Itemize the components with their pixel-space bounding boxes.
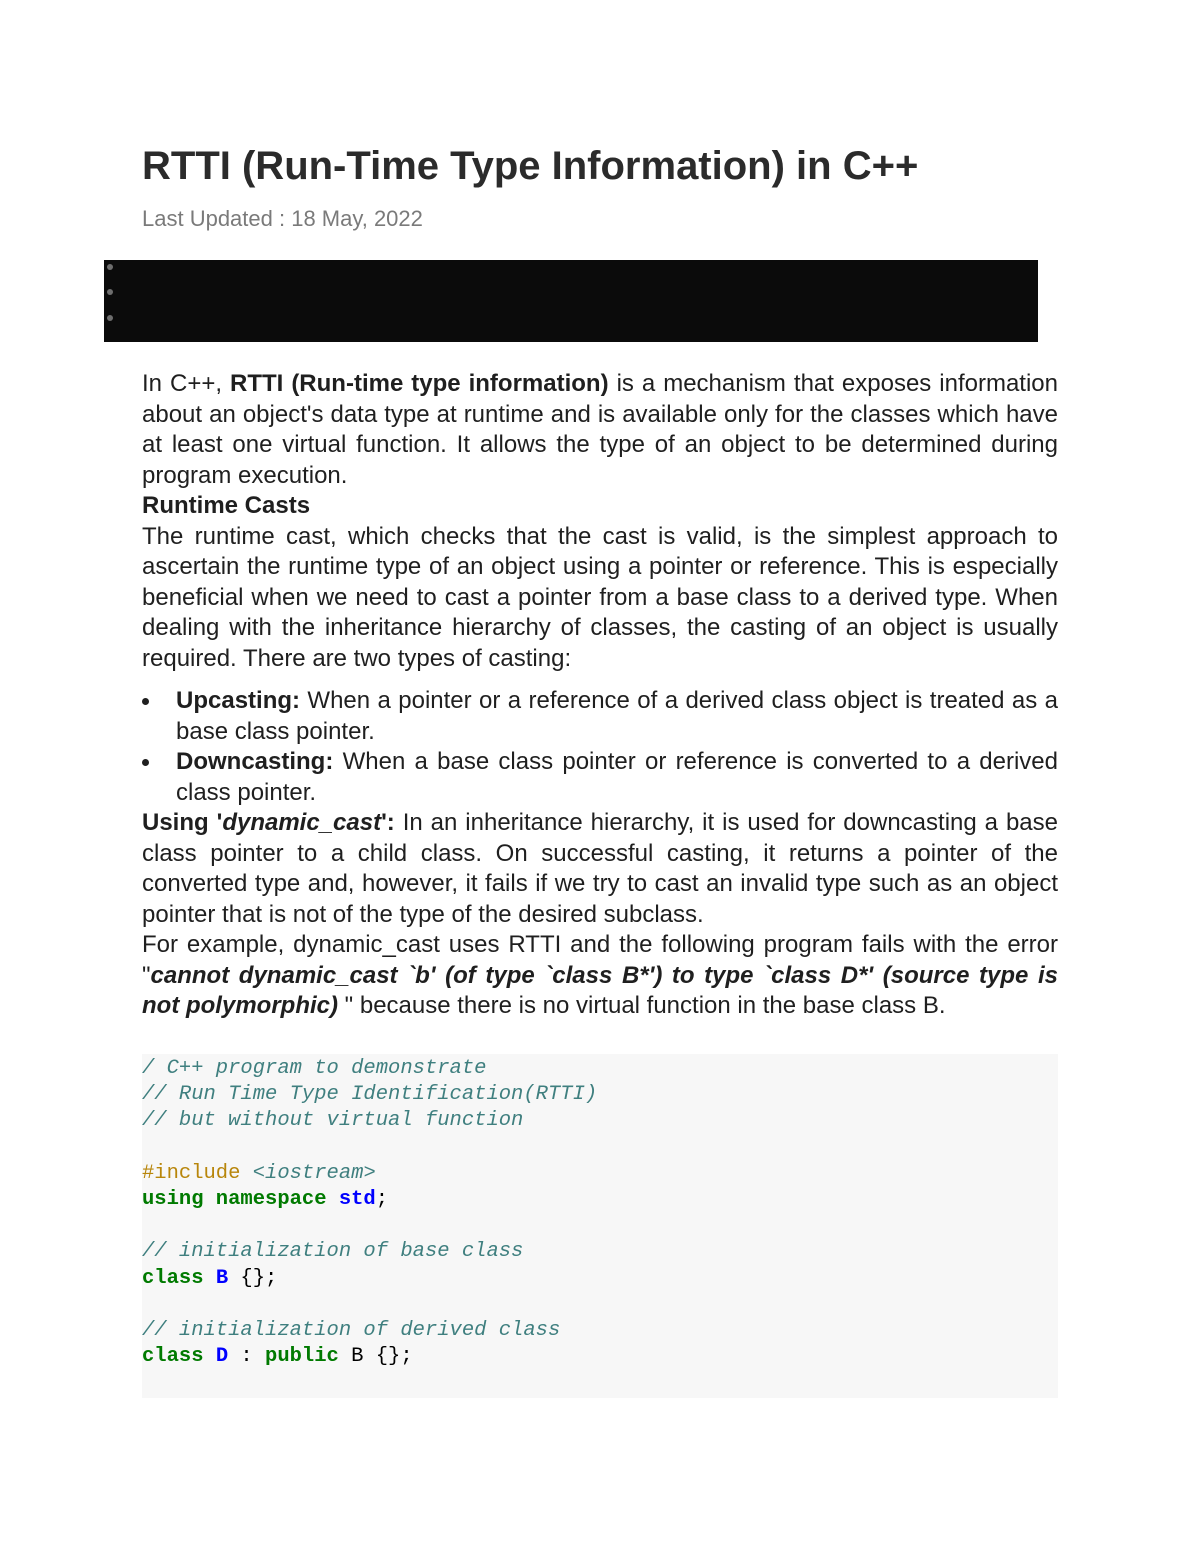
casting-types-list	[142, 686, 1058, 808]
error-message: cannot dynamic_cast `b' (of type `class B*') to type `class D*' (source type is not polymorphic)	[142, 961, 1058, 1019]
code-block	[142, 1054, 1058, 1398]
code-line: class D : public B {};	[142, 1345, 413, 1369]
page-title: RTTI (Run-Time Type Information) in C++	[142, 144, 919, 188]
dynamic-cast-paragraph: Using 'dynamic_cast': In an inheritance hierarchy, it is used for downcasting a base class pointer to a child class. On successful casting, it returns a pointer of the converted type and, however, it fails if we try to cast an invalid type such as an object pointer that is not of the type of the desired subclass.	[142, 809, 1058, 928]
bullet-icon	[142, 698, 149, 705]
code-line: // initialization of base class	[142, 1240, 524, 1264]
dot-icon	[107, 289, 113, 295]
black-banner	[104, 260, 1038, 342]
dot-icon	[107, 315, 113, 321]
list-item: Upcasting: When a pointer or a reference of a derived class object is treated as a base class pointer.	[142, 686, 1058, 747]
article-body	[142, 369, 1058, 1022]
code-line: using namespace std;	[142, 1187, 389, 1211]
example-paragraph: For example, dynamic_cast uses RTTI and the following program fails with the error "cannot dynamic_cast `b' (of type `class B*') to type `class D*' (source type is not polymorphic) " because there is no virtual function in the base class B.	[142, 931, 1058, 1019]
code-line: // Run Time Type Identification(RTTI)	[142, 1083, 598, 1107]
list-item: Downcasting: When a base class pointer or reference is converted to a derived class pointer.	[142, 747, 1058, 808]
code-line	[142, 1213, 1058, 1239]
intro-paragraph: In C++, RTTI (Run-time type information) is a mechanism that exposes information about an object's data type at runtime and is available only for the classes which have at least one virtual function. It allows the type of an object to be determined during program execution.	[142, 370, 1058, 489]
code-line: / C++ program to demonstrate	[142, 1057, 487, 1080]
code-line: // but without virtual function	[142, 1109, 524, 1133]
rtti-term: RTTI (Run-time type information)	[230, 370, 609, 397]
code-line	[142, 1135, 1058, 1161]
code-line: class B {};	[142, 1266, 278, 1290]
code-line	[142, 1292, 1058, 1318]
section-heading-runtime-casts: Runtime Casts	[142, 492, 311, 519]
dot-icon	[107, 264, 113, 270]
code-line: // initialization of derived class	[142, 1318, 561, 1342]
last-updated: Last Updated : 18 May, 2022	[142, 206, 423, 231]
runtime-casts-paragraph: The runtime cast, which checks that the cast is valid, is the simplest approach to ascertain the runtime type of an object using a pointer or reference. This is especially beneficial when we need to cast a pointer from a base class to a derived type. When dealing with the inheritance hierarchy of classes, the casting of an object is usually required. There are two types of casting:	[142, 522, 1058, 672]
bullet-icon	[142, 759, 149, 766]
code-line: #include <iostream>	[142, 1161, 376, 1185]
